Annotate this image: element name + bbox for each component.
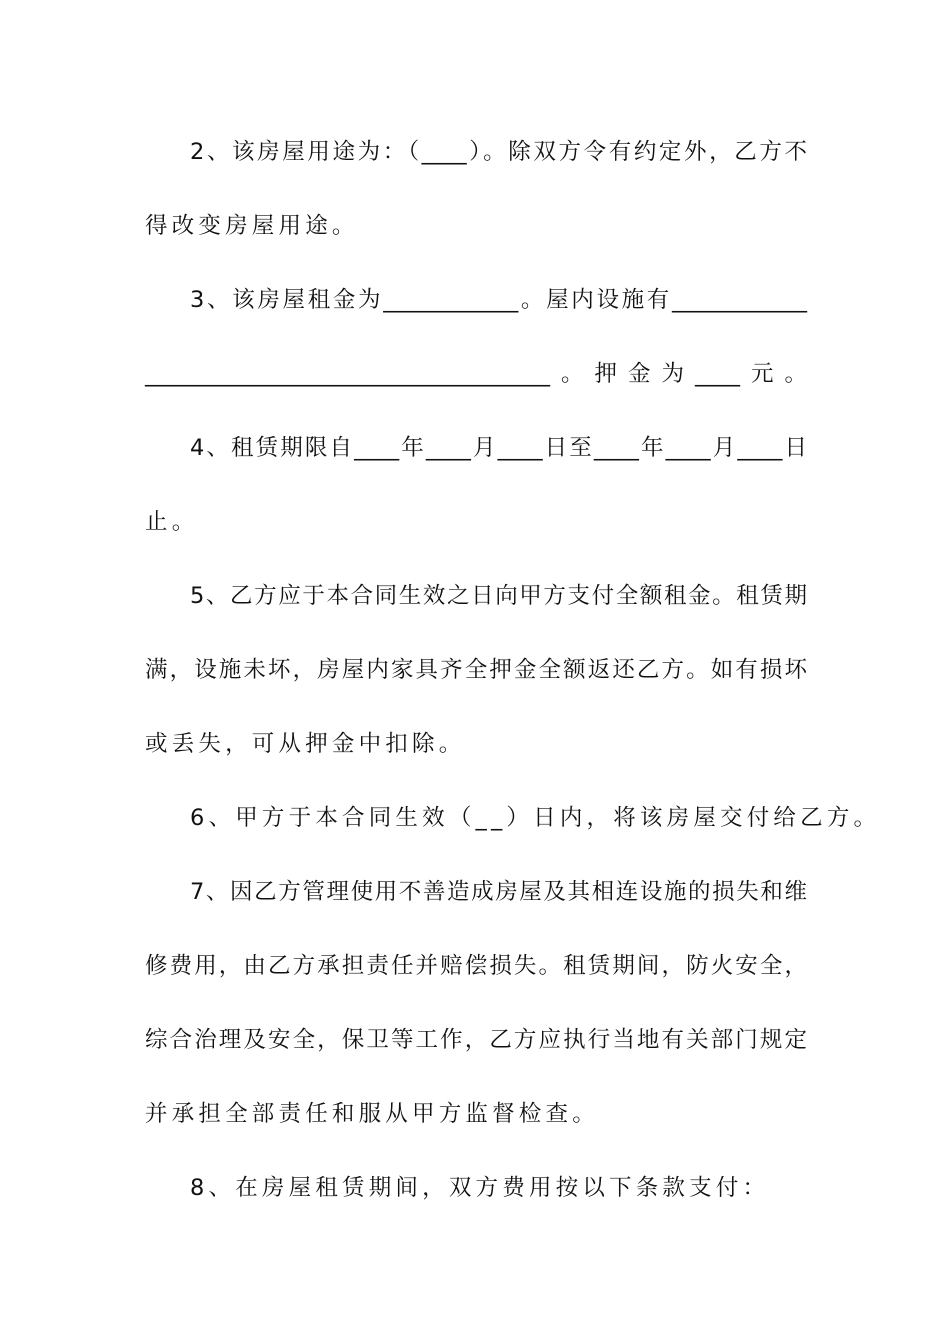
clause-5-line-1: 5、乙方应于本合同生效之日向甲方支付全额租金。租赁期	[190, 583, 807, 609]
clause-4-line-1: 4、租赁期限自____年____月____日至____年____月____日	[190, 435, 807, 461]
clause-3-line-1: 3、该房屋租金为____________。屋内设施有____________	[190, 287, 807, 313]
clause-6-line-1: 6、甲方于本合同生效（__）日内，将该房屋交付给乙方。	[190, 805, 881, 831]
clause-7-line-3: 综合治理及安全，保卫等工作，乙方应执行当地有关部门规定	[145, 1027, 807, 1053]
clause-2-line-2: 得改变房屋用途。	[145, 213, 359, 239]
clause-7-line-4: 并承担全部责任和服从甲方监督检查。	[145, 1101, 599, 1127]
clause-8-line-1: 8、在房屋租赁期间，双方费用按以下条款支付：	[190, 1175, 770, 1201]
clause-7-line-1: 7、因乙方管理使用不善造成房屋及其相连设施的损失和维	[190, 879, 807, 905]
clause-7-line-2: 修费用，由乙方承担责任并赔偿损失。租赁期间，防火安全，	[145, 953, 807, 979]
clause-3-line-2: ____________________________________。押金为____元。	[145, 361, 807, 387]
clause-5-line-2: 满，设施未坏，房屋内家具齐全押金全额返还乙方。如有损坏	[145, 657, 807, 683]
clause-5-line-3: 或丢失，可从押金中扣除。	[145, 731, 466, 757]
clause-2-line-1: 2、该房屋用途为：（____）。除双方令有约定外，乙方不	[190, 139, 807, 165]
clause-4-line-2: 止。	[145, 509, 199, 535]
